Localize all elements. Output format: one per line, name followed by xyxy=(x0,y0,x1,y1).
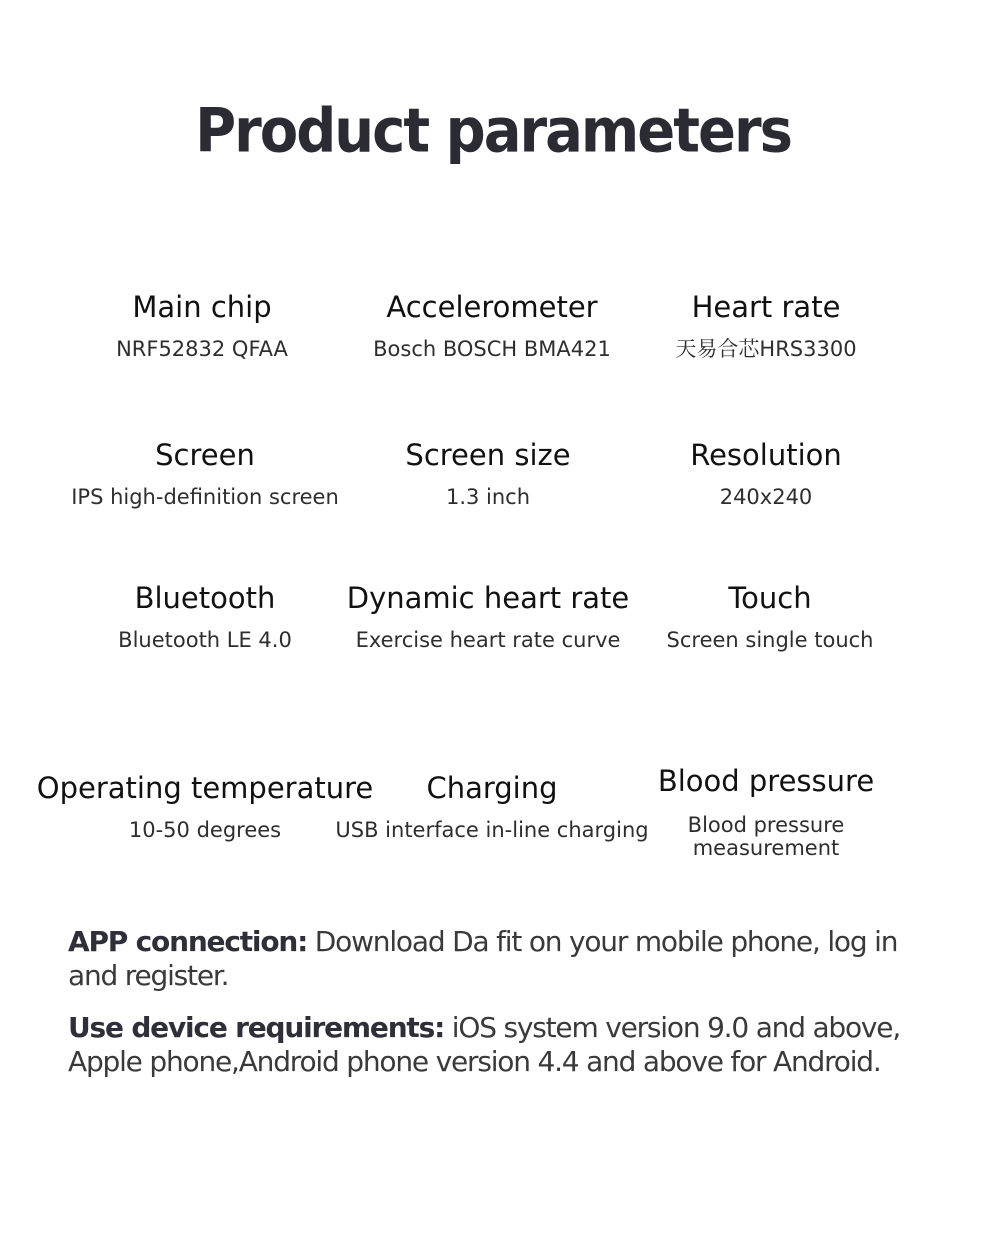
param-value: Bluetooth LE 4.0 xyxy=(118,627,292,652)
param-value: IPS high-definition screen xyxy=(71,484,339,509)
device-requirements-label: Use device requirements: xyxy=(68,1011,445,1044)
param-label: Screen xyxy=(155,438,255,472)
param-dynamic-heart-rate xyxy=(347,583,630,652)
param-label: Charging xyxy=(426,771,558,805)
param-label: Screen size xyxy=(405,438,571,472)
param-label: Blood pressure xyxy=(657,764,875,798)
param-label: Resolution xyxy=(690,438,842,472)
param-value: Blood pressure measurement xyxy=(687,812,845,860)
app-connection-label: APP connection: xyxy=(68,925,308,958)
param-label: Touch xyxy=(728,581,812,615)
param-label: Dynamic heart rate xyxy=(346,581,630,615)
param-value: NRF52832 QFAA xyxy=(116,336,288,361)
param-bluetooth xyxy=(118,583,292,652)
param-label: Heart rate xyxy=(691,290,841,324)
param-screen-size xyxy=(405,440,570,509)
param-label: Main chip xyxy=(132,290,272,324)
param-touch xyxy=(667,583,874,652)
param-blood-pressure xyxy=(658,766,874,860)
param-label: Operating temperature xyxy=(36,771,374,805)
param-value: 240x240 xyxy=(719,484,813,509)
param-label: Bluetooth xyxy=(134,581,276,615)
param-value: USB interface in-line charging xyxy=(335,817,649,842)
param-operating-temperature xyxy=(37,773,374,842)
param-label: Accelerometer xyxy=(386,290,598,324)
device-requirements-body: iOS system version 9.0 and above, Apple phone,Android phone version 4.4 and above for Android. xyxy=(68,1011,901,1078)
app-connection-body: Download Da fit on your mobile phone, log in and register. xyxy=(68,925,898,992)
param-value: 天易合芯HRS3300 xyxy=(675,336,857,361)
param-value: 10-50 degrees xyxy=(128,817,282,842)
param-heart-rate xyxy=(675,292,856,361)
device-requirements-text xyxy=(68,1011,908,1078)
page-title: Product parameters xyxy=(195,96,791,167)
param-accelerometer xyxy=(373,292,611,361)
param-value: 1.3 inch xyxy=(445,484,531,509)
param-value: Screen single touch xyxy=(666,627,874,652)
param-main-chip xyxy=(116,292,288,361)
param-screen xyxy=(71,440,339,509)
app-connection-text xyxy=(68,925,908,992)
param-value: Exercise heart rate curve xyxy=(355,627,621,652)
param-charging xyxy=(335,773,648,842)
param-resolution xyxy=(690,440,842,509)
param-value: Bosch BOSCH BMA421 xyxy=(373,336,611,361)
